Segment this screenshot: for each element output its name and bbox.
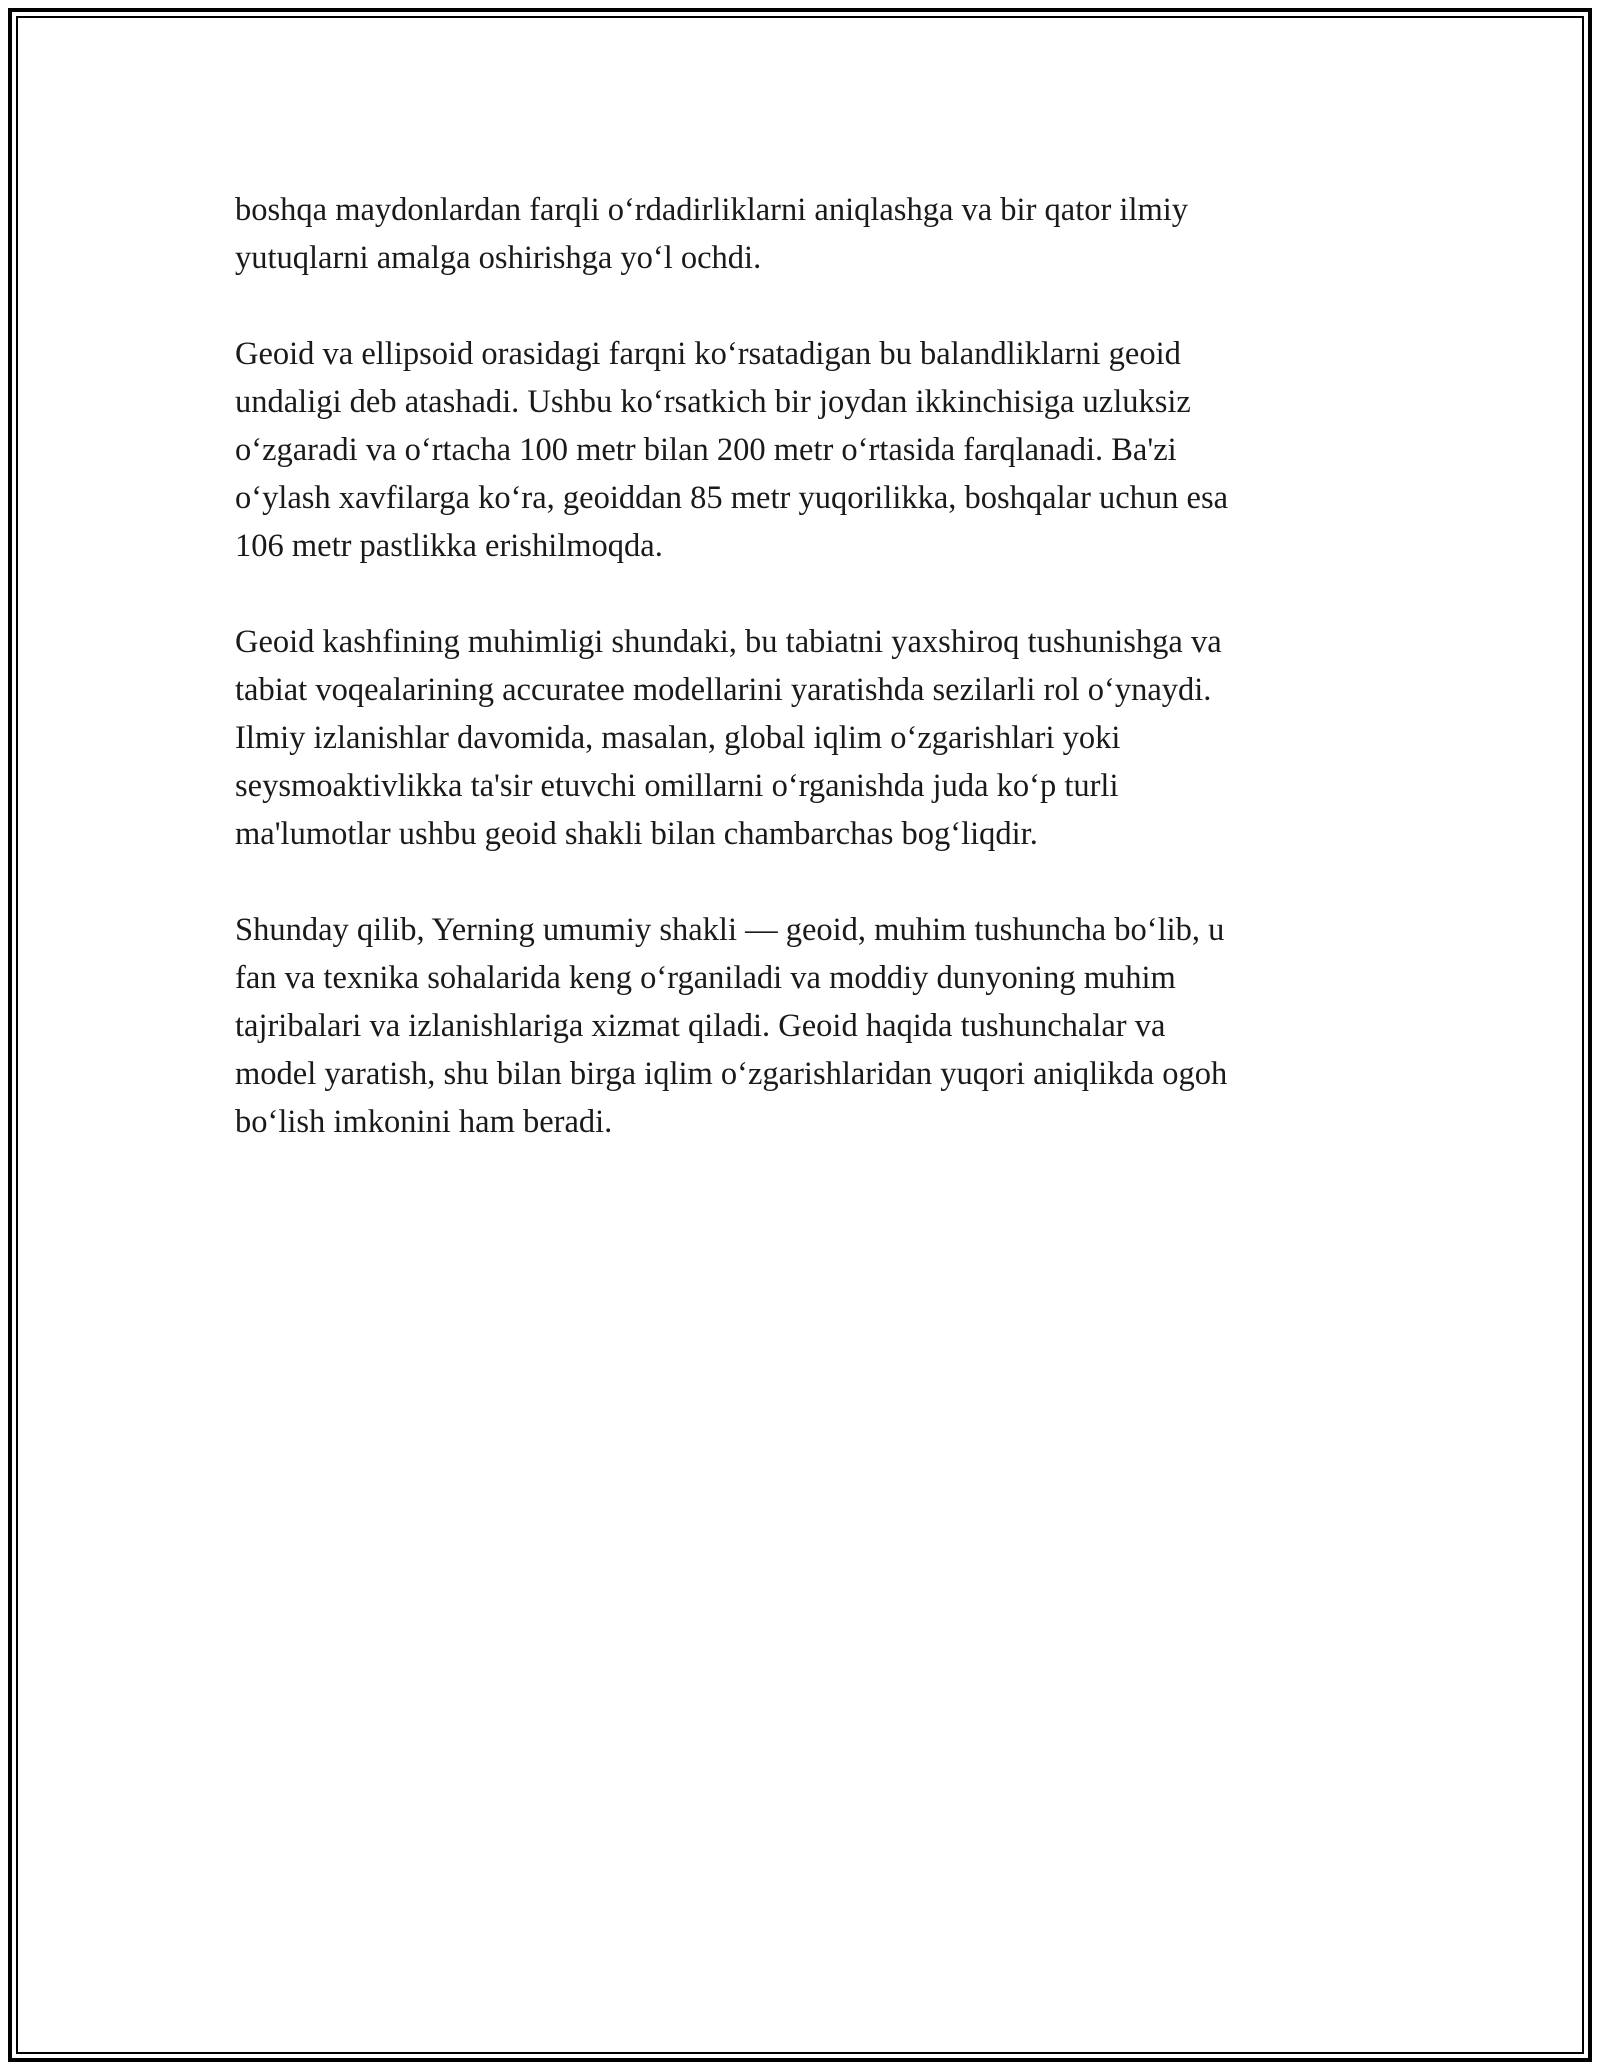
paragraph-2 bbox=[235, 330, 1365, 570]
text-line: model yaratish, shu bilan birga iqlim o‘zgarishlaridan yuqori aniqlikda ogoh bbox=[235, 1056, 1228, 1092]
text-line: o‘ylash xavfilarga ko‘ra, geoiddan 85 metr yuqorilikka, boshqalar uchun esa bbox=[235, 480, 1229, 516]
text-line: Geoid va ellipsoid orasidagi farqni ko‘rsatadigan bu balandliklarni geoid bbox=[235, 336, 1181, 372]
text-line: tabiat voqealarining accuratee modellarini yaratishda sezilarli rol o‘ynaydi. bbox=[235, 672, 1212, 708]
text-line: 106 metr pastlikka erishilmoqda. bbox=[235, 528, 663, 564]
text-line: seysmoaktivlikka ta'sir etuvchi omillarni o‘rganishda juda ko‘p turli bbox=[235, 768, 1119, 804]
text-line: yutuqlarni amalga oshirishga yo‘l ochdi. bbox=[235, 240, 762, 276]
document-body bbox=[235, 186, 1365, 1194]
text-line: ma'lumotlar ushbu geoid shakli bilan chambarchas bog‘liqdir. bbox=[235, 816, 1038, 852]
text-line: boshqa maydonlardan farqli o‘rdadirliklarni aniqlashga va bir qator ilmiy bbox=[235, 192, 1189, 228]
text-line: bo‘lish imkonini ham beradi. bbox=[235, 1104, 613, 1140]
text-line: Ilmiy izlanishlar davomida, masalan, global iqlim o‘zgarishlari yoki bbox=[235, 720, 1121, 756]
paragraph-1 bbox=[235, 186, 1365, 282]
text-line: tajribalari va izlanishlariga xizmat qiladi. Geoid haqida tushunchalar va bbox=[235, 1008, 1166, 1044]
paragraph-4 bbox=[235, 906, 1365, 1146]
text-line: Geoid kashfining muhimligi shundaki, bu tabiatni yaxshiroq tushunishga va bbox=[235, 624, 1222, 660]
paragraph-3 bbox=[235, 618, 1365, 858]
text-line: o‘zgaradi va o‘rtacha 100 metr bilan 200 metr o‘rtasida farqlanadi. Ba'zi bbox=[235, 432, 1177, 468]
text-line: undaligi deb atashadi. Ushbu ko‘rsatkich bir joydan ikkinchisiga uzluksiz bbox=[235, 384, 1191, 420]
text-line: Shunday qilib, Yerning umumiy shakli — geoid, muhim tushuncha bo‘lib, u bbox=[235, 912, 1225, 948]
text-line: fan va texnika sohalarida keng o‘rganiladi va moddiy dunyoning muhim bbox=[235, 960, 1176, 996]
